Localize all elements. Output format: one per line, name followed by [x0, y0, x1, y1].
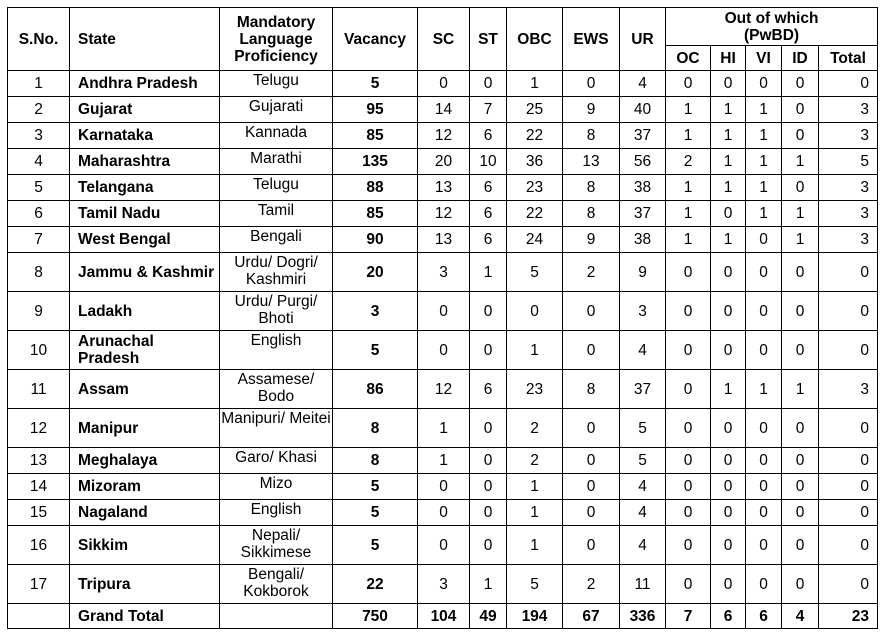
cell-id: 0: [782, 71, 819, 97]
cell-state: West Bengal: [70, 227, 220, 253]
cell-ur: 4: [620, 71, 666, 97]
table-row: [8, 500, 878, 526]
cell-obc: 23: [507, 370, 563, 409]
cell-vi: 1: [746, 97, 782, 123]
cell-vacancy: 85: [333, 201, 418, 227]
cell-sno: 9: [8, 292, 70, 331]
cell-obc: 5: [507, 253, 563, 292]
header-id: ID: [782, 46, 819, 71]
cell-state: Andhra Pradesh: [70, 71, 220, 97]
table-row: [8, 253, 878, 292]
cell-sc: 0: [418, 292, 470, 331]
cell-hi: 0: [711, 474, 746, 500]
cell-ews: 8: [563, 175, 620, 201]
cell-sno: 14: [8, 474, 70, 500]
cell-sc: 0: [418, 71, 470, 97]
cell-ews: 13: [563, 149, 620, 175]
cell-oc: 0: [666, 448, 711, 474]
cell-ur: 38: [620, 175, 666, 201]
cell-oc: 1: [666, 97, 711, 123]
cell-vacancy: 95: [333, 97, 418, 123]
cell-id: 0: [782, 526, 819, 565]
table-row: [8, 409, 878, 448]
cell-language: Urdu/ Dogri/ Kashmiri: [220, 253, 333, 292]
cell-hi: 0: [711, 292, 746, 331]
table-row: [8, 292, 878, 331]
cell-sno: 6: [8, 201, 70, 227]
cell-vacancy: 22: [333, 565, 418, 604]
cell-language: Manipuri/ Meitei: [220, 409, 333, 448]
cell-st: 6: [470, 175, 507, 201]
cell-id: 1: [782, 370, 819, 409]
cell-ews: 0: [563, 526, 620, 565]
cell-oc: 0: [666, 409, 711, 448]
grand-total-ur: 336: [620, 604, 666, 629]
cell-obc: 36: [507, 149, 563, 175]
cell-ews: 0: [563, 292, 620, 331]
cell-obc: 1: [507, 500, 563, 526]
cell-oc: 0: [666, 292, 711, 331]
table-row: [8, 123, 878, 149]
cell-sno: 4: [8, 149, 70, 175]
cell-vacancy: 135: [333, 149, 418, 175]
cell-state: Meghalaya: [70, 448, 220, 474]
cell-total: 0: [819, 565, 878, 604]
header-oc: OC: [666, 46, 711, 71]
cell-id: 0: [782, 448, 819, 474]
cell-vacancy: 5: [333, 71, 418, 97]
cell-obc: 0: [507, 292, 563, 331]
cell-total: 0: [819, 448, 878, 474]
cell-oc: 1: [666, 175, 711, 201]
table-row: [8, 97, 878, 123]
cell-vacancy: 5: [333, 474, 418, 500]
cell-ews: 9: [563, 227, 620, 253]
cell-hi: 1: [711, 175, 746, 201]
cell-hi: 0: [711, 448, 746, 474]
cell-vi: 1: [746, 201, 782, 227]
cell-language: English: [220, 331, 333, 370]
cell-vi: 0: [746, 292, 782, 331]
cell-st: 0: [470, 500, 507, 526]
cell-ews: 0: [563, 331, 620, 370]
cell-id: 0: [782, 474, 819, 500]
cell-sc: 12: [418, 123, 470, 149]
cell-ews: 9: [563, 97, 620, 123]
cell-total: 3: [819, 201, 878, 227]
grand-total-total: 23: [819, 604, 878, 629]
cell-vi: 1: [746, 175, 782, 201]
cell-obc: 1: [507, 526, 563, 565]
cell-sc: 0: [418, 500, 470, 526]
cell-sno: 3: [8, 123, 70, 149]
cell-ur: 38: [620, 227, 666, 253]
cell-sc: 1: [418, 448, 470, 474]
table-row: [8, 448, 878, 474]
cell-language: Assamese/ Bodo: [220, 370, 333, 409]
cell-oc: 0: [666, 474, 711, 500]
cell-ur: 4: [620, 331, 666, 370]
cell-ur: 11: [620, 565, 666, 604]
cell-vi: 0: [746, 526, 782, 565]
cell-st: 1: [470, 253, 507, 292]
table-row: [8, 175, 878, 201]
cell-vi: 0: [746, 409, 782, 448]
cell-language: Kannada: [220, 123, 333, 149]
cell-id: 0: [782, 253, 819, 292]
cell-st: 0: [470, 292, 507, 331]
cell-state: Arunachal Pradesh: [70, 331, 220, 370]
cell-sno: 1: [8, 71, 70, 97]
cell-ews: 0: [563, 71, 620, 97]
cell-id: 1: [782, 201, 819, 227]
table-row: [8, 71, 878, 97]
cell-language: Urdu/ Purgi/ Bhoti: [220, 292, 333, 331]
cell-st: 0: [470, 448, 507, 474]
cell-vacancy: 86: [333, 370, 418, 409]
table-row: [8, 149, 878, 175]
cell-oc: 0: [666, 331, 711, 370]
cell-ur: 5: [620, 448, 666, 474]
cell-ews: 0: [563, 474, 620, 500]
cell-total: 0: [819, 71, 878, 97]
cell-st: 0: [470, 71, 507, 97]
cell-language: Mizo: [220, 474, 333, 500]
cell-total: 0: [819, 292, 878, 331]
cell-sc: 13: [418, 227, 470, 253]
cell-oc: 1: [666, 123, 711, 149]
cell-language-empty: [220, 604, 333, 629]
cell-st: 7: [470, 97, 507, 123]
cell-state: Ladakh: [70, 292, 220, 331]
cell-state: Assam: [70, 370, 220, 409]
cell-sc: 12: [418, 201, 470, 227]
cell-hi: 0: [711, 71, 746, 97]
cell-language: Bengali/ Kokborok: [220, 565, 333, 604]
cell-id: 0: [782, 175, 819, 201]
cell-st: 0: [470, 331, 507, 370]
grand-total-id: 4: [782, 604, 819, 629]
cell-language: Gujarati: [220, 97, 333, 123]
cell-state: Gujarat: [70, 97, 220, 123]
cell-ews: 8: [563, 123, 620, 149]
cell-st: 1: [470, 565, 507, 604]
cell-sc: 1: [418, 409, 470, 448]
cell-obc: 1: [507, 71, 563, 97]
cell-obc: 25: [507, 97, 563, 123]
cell-total: 0: [819, 474, 878, 500]
cell-ews: 0: [563, 448, 620, 474]
cell-sno: 5: [8, 175, 70, 201]
cell-language: Telugu: [220, 71, 333, 97]
cell-vi: 0: [746, 474, 782, 500]
cell-oc: 1: [666, 201, 711, 227]
cell-hi: 0: [711, 331, 746, 370]
cell-vi: 1: [746, 149, 782, 175]
cell-id: 1: [782, 227, 819, 253]
cell-st: 0: [470, 474, 507, 500]
cell-ur: 37: [620, 370, 666, 409]
cell-oc: 0: [666, 565, 711, 604]
cell-st: 0: [470, 526, 507, 565]
cell-obc: 22: [507, 201, 563, 227]
cell-vacancy: 8: [333, 409, 418, 448]
cell-vi: 0: [746, 227, 782, 253]
header-vi: VI: [746, 46, 782, 71]
cell-sc: 3: [418, 253, 470, 292]
cell-obc: 22: [507, 123, 563, 149]
cell-language: Garo/ Khasi: [220, 448, 333, 474]
cell-ur: 4: [620, 474, 666, 500]
cell-id: 0: [782, 331, 819, 370]
table-row: [8, 201, 878, 227]
cell-sc: 3: [418, 565, 470, 604]
cell-ur: 37: [620, 201, 666, 227]
cell-ur: 5: [620, 409, 666, 448]
cell-id: 1: [782, 149, 819, 175]
cell-total: 0: [819, 331, 878, 370]
cell-ews: 8: [563, 370, 620, 409]
cell-ur: 56: [620, 149, 666, 175]
cell-st: 6: [470, 370, 507, 409]
cell-language: Bengali: [220, 227, 333, 253]
table-row: [8, 331, 878, 370]
cell-total: 0: [819, 526, 878, 565]
cell-vi: 0: [746, 448, 782, 474]
cell-vacancy: 20: [333, 253, 418, 292]
cell-hi: 0: [711, 500, 746, 526]
cell-state: Jammu & Kashmir: [70, 253, 220, 292]
cell-sc: 13: [418, 175, 470, 201]
cell-total: 3: [819, 175, 878, 201]
cell-total: 0: [819, 500, 878, 526]
table-row: [8, 227, 878, 253]
cell-st: 6: [470, 123, 507, 149]
cell-vacancy: 90: [333, 227, 418, 253]
cell-st: 10: [470, 149, 507, 175]
cell-sno: 17: [8, 565, 70, 604]
cell-obc: 2: [507, 409, 563, 448]
cell-language: Nepali/ Sikkimese: [220, 526, 333, 565]
cell-state: Tripura: [70, 565, 220, 604]
cell-ur: 40: [620, 97, 666, 123]
cell-language: English: [220, 500, 333, 526]
header-ews: EWS: [563, 8, 620, 71]
header-sno: S.No.: [8, 8, 70, 71]
table-row: [8, 370, 878, 409]
cell-oc: 1: [666, 227, 711, 253]
grand-total-oc: 7: [666, 604, 711, 629]
cell-vacancy: 85: [333, 123, 418, 149]
cell-ur: 4: [620, 500, 666, 526]
cell-hi: 0: [711, 253, 746, 292]
cell-ews: 2: [563, 565, 620, 604]
cell-vacancy: 3: [333, 292, 418, 331]
cell-oc: 0: [666, 253, 711, 292]
cell-sno: 11: [8, 370, 70, 409]
cell-ews: 0: [563, 409, 620, 448]
cell-oc: 0: [666, 526, 711, 565]
cell-total: 0: [819, 409, 878, 448]
cell-language: Telugu: [220, 175, 333, 201]
header-total: Total: [819, 46, 878, 71]
cell-sno: 10: [8, 331, 70, 370]
cell-language: Tamil: [220, 201, 333, 227]
cell-sno: 16: [8, 526, 70, 565]
cell-state: Mizoram: [70, 474, 220, 500]
table-row: [8, 526, 878, 565]
cell-obc: 1: [507, 331, 563, 370]
grand-total-ews: 67: [563, 604, 620, 629]
cell-obc: 1: [507, 474, 563, 500]
cell-hi: 1: [711, 123, 746, 149]
cell-sc: 0: [418, 331, 470, 370]
cell-hi: 0: [711, 565, 746, 604]
grand-total-row: [8, 604, 878, 629]
grand-total-st: 49: [470, 604, 507, 629]
cell-st: 6: [470, 201, 507, 227]
header-language: Mandatory Language Proficiency: [220, 8, 333, 71]
cell-state: Manipur: [70, 409, 220, 448]
cell-vi: 0: [746, 253, 782, 292]
header-vacancy: Vacancy: [333, 8, 418, 71]
cell-state: Tamil Nadu: [70, 201, 220, 227]
header-state: State: [70, 8, 220, 71]
cell-id: 0: [782, 97, 819, 123]
cell-state: Sikkim: [70, 526, 220, 565]
grand-total-label: Grand Total: [70, 604, 220, 629]
cell-ews: 0: [563, 500, 620, 526]
header-sc: SC: [418, 8, 470, 71]
cell-id: 0: [782, 409, 819, 448]
cell-hi: 1: [711, 149, 746, 175]
cell-sno: 2: [8, 97, 70, 123]
cell-sno-empty: [8, 604, 70, 629]
cell-vi: 0: [746, 331, 782, 370]
cell-vi: 1: [746, 370, 782, 409]
cell-ur: 9: [620, 253, 666, 292]
cell-id: 0: [782, 292, 819, 331]
cell-ur: 4: [620, 526, 666, 565]
cell-total: 3: [819, 123, 878, 149]
cell-hi: 1: [711, 227, 746, 253]
grand-total-hi: 6: [711, 604, 746, 629]
cell-vacancy: 5: [333, 331, 418, 370]
cell-st: 6: [470, 227, 507, 253]
cell-sc: 12: [418, 370, 470, 409]
cell-vi: 0: [746, 71, 782, 97]
table-row: [8, 565, 878, 604]
cell-state: Maharashtra: [70, 149, 220, 175]
cell-hi: 0: [711, 526, 746, 565]
cell-id: 0: [782, 565, 819, 604]
cell-total: 0: [819, 253, 878, 292]
cell-total: 5: [819, 149, 878, 175]
cell-state: Karnataka: [70, 123, 220, 149]
cell-vacancy: 8: [333, 448, 418, 474]
cell-oc: 0: [666, 370, 711, 409]
cell-oc: 0: [666, 71, 711, 97]
header-st: ST: [470, 8, 507, 71]
cell-ews: 8: [563, 201, 620, 227]
cell-hi: 1: [711, 370, 746, 409]
cell-sc: 0: [418, 526, 470, 565]
cell-vacancy: 5: [333, 526, 418, 565]
cell-sno: 7: [8, 227, 70, 253]
cell-hi: 0: [711, 409, 746, 448]
grand-total-obc: 194: [507, 604, 563, 629]
cell-ews: 2: [563, 253, 620, 292]
cell-vi: 0: [746, 500, 782, 526]
cell-oc: 2: [666, 149, 711, 175]
cell-total: 3: [819, 370, 878, 409]
grand-total-vacancy: 750: [333, 604, 418, 629]
cell-vacancy: 5: [333, 500, 418, 526]
grand-total-vi: 6: [746, 604, 782, 629]
cell-oc: 0: [666, 500, 711, 526]
cell-language: Marathi: [220, 149, 333, 175]
cell-obc: 5: [507, 565, 563, 604]
cell-obc: 2: [507, 448, 563, 474]
header-ur: UR: [620, 8, 666, 71]
cell-state: Telangana: [70, 175, 220, 201]
header-obc: OBC: [507, 8, 563, 71]
cell-total: 3: [819, 97, 878, 123]
cell-id: 0: [782, 123, 819, 149]
cell-vi: 1: [746, 123, 782, 149]
table-body: [8, 71, 878, 629]
cell-sc: 14: [418, 97, 470, 123]
vacancy-table: [7, 7, 878, 629]
cell-ur: 3: [620, 292, 666, 331]
cell-vacancy: 88: [333, 175, 418, 201]
cell-state: Nagaland: [70, 500, 220, 526]
cell-obc: 23: [507, 175, 563, 201]
cell-hi: 0: [711, 201, 746, 227]
cell-total: 3: [819, 227, 878, 253]
cell-hi: 1: [711, 97, 746, 123]
cell-st: 0: [470, 409, 507, 448]
cell-vi: 0: [746, 565, 782, 604]
cell-sc: 20: [418, 149, 470, 175]
cell-sno: 15: [8, 500, 70, 526]
cell-sc: 0: [418, 474, 470, 500]
grand-total-sc: 104: [418, 604, 470, 629]
header-hi: HI: [711, 46, 746, 71]
cell-sno: 12: [8, 409, 70, 448]
cell-obc: 24: [507, 227, 563, 253]
cell-id: 0: [782, 500, 819, 526]
table-header: [8, 8, 878, 71]
cell-ur: 37: [620, 123, 666, 149]
cell-sno: 8: [8, 253, 70, 292]
table-row: [8, 474, 878, 500]
cell-sno: 13: [8, 448, 70, 474]
header-pwbd-group: Out of which (PwBD): [666, 8, 878, 46]
